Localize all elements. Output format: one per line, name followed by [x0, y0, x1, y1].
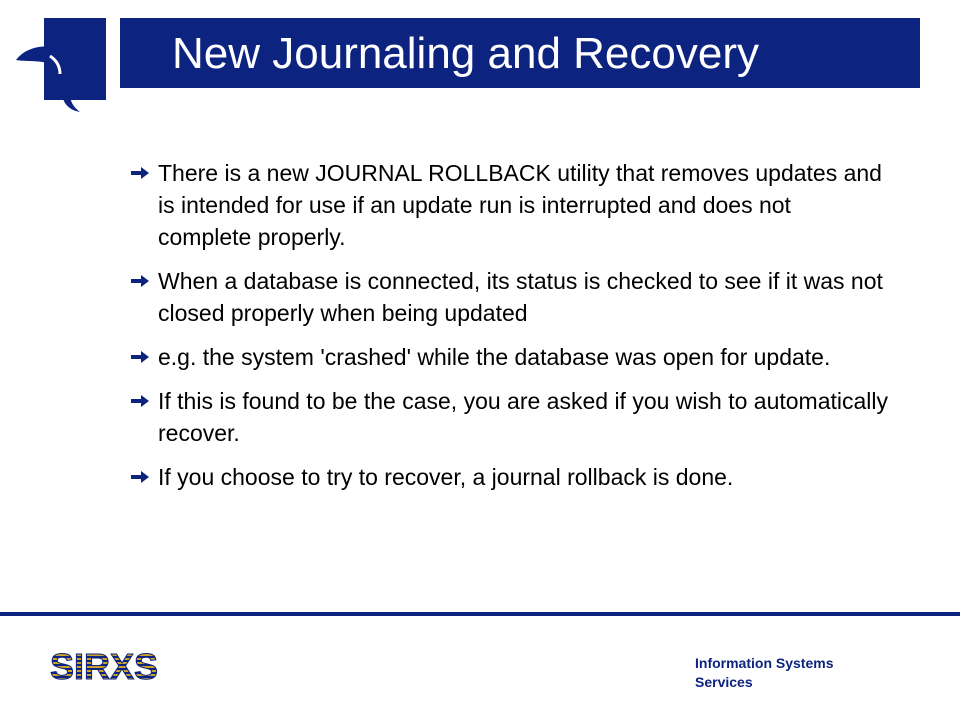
bullet-text: There is a new JOURNAL ROLLBACK utility that removes updates and is intended for use if an update run is interrupted and does not complete properly. — [158, 160, 882, 250]
bullet-item — [130, 385, 890, 449]
bullet-item — [130, 461, 890, 493]
right-arrow-icon — [130, 350, 150, 364]
right-arrow-icon — [130, 470, 150, 484]
right-arrow-icon — [130, 394, 150, 408]
bullet-text: If this is found to be the case, you are asked if you wish to automatically recover. — [158, 388, 889, 446]
right-arrow-icon — [130, 274, 150, 288]
footer-line-1: Information Systems — [695, 655, 834, 671]
bullet-list — [130, 157, 890, 505]
footer-org-name — [695, 654, 895, 692]
bullet-item — [130, 341, 890, 373]
bullet-text: If you choose to try to recover, a journal rollback is done. — [158, 464, 734, 490]
svg-text:SIRXS: SIRXS — [50, 648, 158, 684]
dolphin-logo-icon — [10, 16, 110, 116]
footer-line-2: Services — [695, 674, 753, 690]
bullet-item — [130, 265, 890, 329]
right-arrow-icon — [130, 166, 150, 180]
footer-divider — [0, 612, 960, 616]
bullet-item — [130, 157, 890, 253]
slide-title: New Journaling and Recovery — [172, 29, 759, 78]
bullet-text: e.g. the system 'crashed' while the database was open for update. — [158, 344, 831, 370]
bullet-text: When a database is connected, its status is checked to see if it was not closed properly when being updated — [158, 268, 883, 326]
title-bar — [120, 18, 920, 88]
sirxs-logo-icon — [50, 648, 158, 684]
